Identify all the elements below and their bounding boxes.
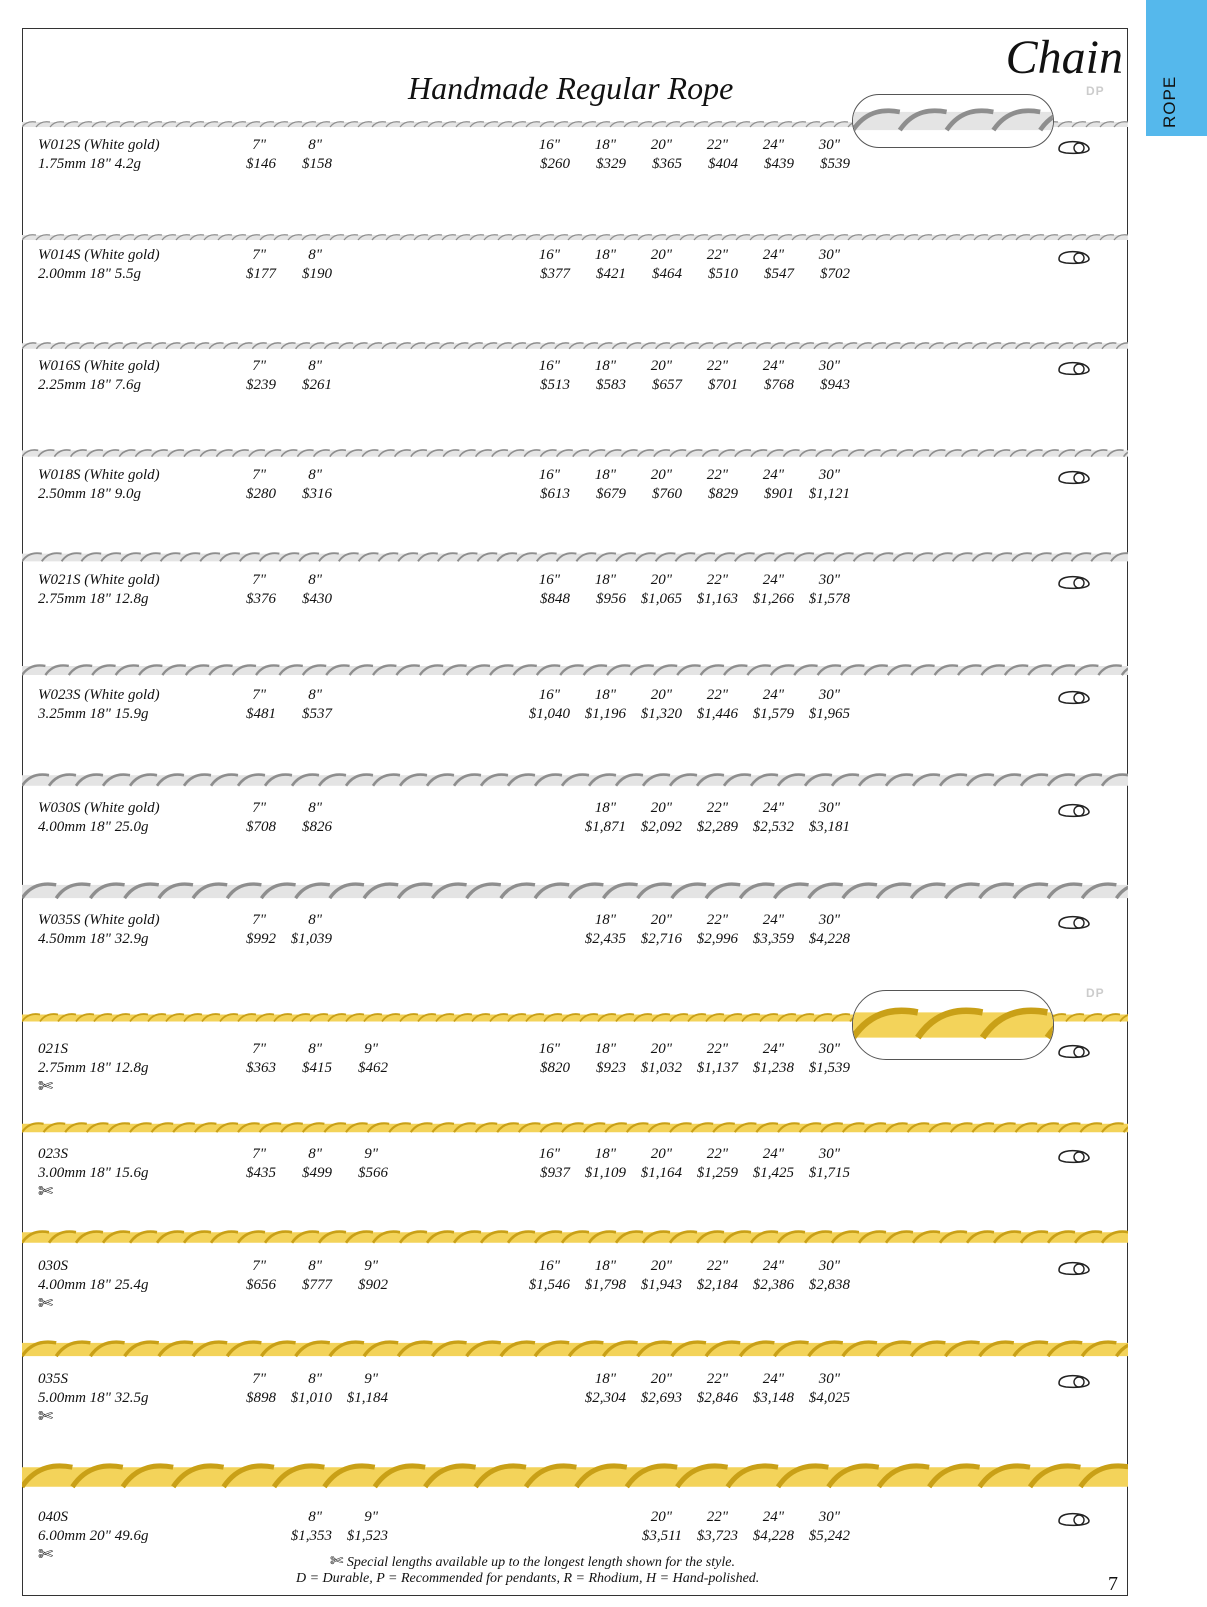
scissors-icon: ✄ xyxy=(38,1544,54,1565)
price: $260 xyxy=(540,156,570,172)
price: $1,425 xyxy=(752,1165,794,1181)
price: $1,164 xyxy=(640,1165,682,1181)
length-label: 22" xyxy=(706,358,728,374)
price: $1,266 xyxy=(752,591,794,607)
length-label: 9" xyxy=(364,1146,378,1162)
length-label: 20" xyxy=(650,572,672,588)
length-label: 16" xyxy=(538,1041,560,1057)
length-label: 20" xyxy=(650,912,672,928)
length-label: 18" xyxy=(594,137,616,153)
length-label: 7" xyxy=(252,137,266,153)
price: $829 xyxy=(708,486,738,502)
price: $820 xyxy=(540,1060,570,1076)
length-label: 22" xyxy=(706,467,728,483)
price: $1,196 xyxy=(584,706,626,722)
length-label: 8" xyxy=(308,247,322,263)
price: $2,532 xyxy=(752,819,794,835)
length-label: 18" xyxy=(594,572,616,588)
price: $901 xyxy=(764,486,794,502)
product-spec: 4.50mm 18" 32.9g xyxy=(38,931,149,947)
length-label: 24" xyxy=(762,912,784,928)
length-label: 24" xyxy=(762,1509,784,1525)
price: $261 xyxy=(302,377,332,393)
length-label: 24" xyxy=(762,572,784,588)
length-label: 8" xyxy=(308,358,322,374)
price: $3,723 xyxy=(696,1528,738,1544)
price: $923 xyxy=(596,1060,626,1076)
length-label: 24" xyxy=(762,1041,784,1057)
price: $1,109 xyxy=(584,1165,626,1181)
length-label: 16" xyxy=(538,358,560,374)
length-label: 18" xyxy=(594,800,616,816)
product-spec: 2.50mm 18" 9.0g xyxy=(38,486,141,502)
price: $1,032 xyxy=(640,1060,682,1076)
price: $435 xyxy=(246,1165,276,1181)
price: $5,242 xyxy=(808,1528,850,1544)
price: $1,040 xyxy=(528,706,570,722)
length-label: 16" xyxy=(538,1258,560,1274)
product-code: 023S xyxy=(38,1146,68,1162)
price: $1,065 xyxy=(640,591,682,607)
price: $363 xyxy=(246,1060,276,1076)
length-label: 30" xyxy=(818,687,840,703)
price: $537 xyxy=(302,706,332,722)
price: $1,320 xyxy=(640,706,682,722)
price: $1,184 xyxy=(346,1390,388,1406)
price: $464 xyxy=(652,266,682,282)
price: $1,965 xyxy=(808,706,850,722)
price: $777 xyxy=(302,1277,332,1293)
price: $499 xyxy=(302,1165,332,1181)
rope-image xyxy=(22,1230,1128,1249)
length-label: 9" xyxy=(364,1509,378,1525)
length-label: 24" xyxy=(762,358,784,374)
page-subtitle: Handmade Regular Rope xyxy=(408,70,734,106)
product-spec: 2.75mm 18" 12.8g xyxy=(38,1060,149,1076)
price: $2,386 xyxy=(752,1277,794,1293)
price: $547 xyxy=(764,266,794,282)
product-spec: 4.00mm 18" 25.0g xyxy=(38,819,149,835)
product-code: W023S (White gold) xyxy=(38,687,160,703)
lobster-clasp-icon xyxy=(1056,138,1092,160)
product-spec: 1.75mm 18" 4.2g xyxy=(38,156,141,172)
length-label: 30" xyxy=(818,1041,840,1057)
length-label: 20" xyxy=(650,800,672,816)
length-label: 16" xyxy=(538,687,560,703)
length-label: 22" xyxy=(706,687,728,703)
length-label: 16" xyxy=(538,467,560,483)
length-label: 22" xyxy=(706,1509,728,1525)
price: $329 xyxy=(596,156,626,172)
price: $2,092 xyxy=(640,819,682,835)
scissors-icon: ✄ xyxy=(330,1553,344,1570)
price: $1,715 xyxy=(808,1165,850,1181)
price: $1,578 xyxy=(808,591,850,607)
price: $415 xyxy=(302,1060,332,1076)
price: $613 xyxy=(540,486,570,502)
length-label: 8" xyxy=(308,800,322,816)
length-label: 22" xyxy=(706,1258,728,1274)
length-label: 18" xyxy=(594,912,616,928)
rope-image xyxy=(22,226,1128,245)
length-label: 18" xyxy=(594,1371,616,1387)
length-label: 8" xyxy=(308,1258,322,1274)
product-spec: 5.00mm 18" 32.5g xyxy=(38,1390,149,1406)
price: $1,539 xyxy=(808,1060,850,1076)
lobster-clasp-icon xyxy=(1056,1510,1092,1532)
price: $583 xyxy=(596,377,626,393)
length-label: 24" xyxy=(762,1371,784,1387)
price: $146 xyxy=(246,156,276,172)
price: $2,435 xyxy=(584,931,626,947)
rope-image xyxy=(22,335,1128,354)
product-code: W018S (White gold) xyxy=(38,467,160,483)
white-gold-closeup xyxy=(852,94,1054,148)
length-label: 16" xyxy=(538,247,560,263)
product-code: 021S xyxy=(38,1041,68,1057)
length-label: 30" xyxy=(818,137,840,153)
price: $1,137 xyxy=(696,1060,738,1076)
price: $158 xyxy=(302,156,332,172)
length-label: 24" xyxy=(762,137,784,153)
lobster-clasp-icon xyxy=(1056,1372,1092,1394)
lobster-clasp-icon xyxy=(1056,468,1092,490)
length-label: 7" xyxy=(252,358,266,374)
price: $421 xyxy=(596,266,626,282)
price: $316 xyxy=(302,486,332,502)
dp-mark-yellow: DP xyxy=(1086,986,1105,1000)
length-label: 30" xyxy=(818,800,840,816)
length-label: 22" xyxy=(706,1146,728,1162)
price: $3,181 xyxy=(808,819,850,835)
length-label: 18" xyxy=(594,687,616,703)
length-label: 20" xyxy=(650,1146,672,1162)
lobster-clasp-icon xyxy=(1056,1147,1092,1169)
price: $1,010 xyxy=(290,1390,332,1406)
price: $768 xyxy=(764,377,794,393)
price: $1,446 xyxy=(696,706,738,722)
length-label: 20" xyxy=(650,137,672,153)
length-label: 16" xyxy=(538,572,560,588)
price: $656 xyxy=(246,1277,276,1293)
length-label: 8" xyxy=(308,467,322,483)
length-label: 7" xyxy=(252,572,266,588)
price: $1,121 xyxy=(808,486,850,502)
length-label: 8" xyxy=(308,1041,322,1057)
length-label: 7" xyxy=(252,800,266,816)
product-spec: 3.00mm 18" 15.6g xyxy=(38,1165,149,1181)
price: $1,353 xyxy=(290,1528,332,1544)
product-code: W012S (White gold) xyxy=(38,137,160,153)
length-label: 7" xyxy=(252,687,266,703)
scissors-icon: ✄ xyxy=(38,1181,54,1202)
price: $377 xyxy=(540,266,570,282)
length-label: 22" xyxy=(706,800,728,816)
price: $1,238 xyxy=(752,1060,794,1076)
product-spec: 2.00mm 18" 5.5g xyxy=(38,266,141,282)
lobster-clasp-icon xyxy=(1056,913,1092,935)
rope-image xyxy=(22,443,1128,462)
length-label: 7" xyxy=(252,1371,266,1387)
dp-mark-white: DP xyxy=(1086,84,1105,98)
price: $1,039 xyxy=(290,931,332,947)
length-label: 16" xyxy=(538,137,560,153)
length-label: 9" xyxy=(364,1258,378,1274)
length-label: 20" xyxy=(650,467,672,483)
rope-image xyxy=(22,882,1128,905)
price: $760 xyxy=(652,486,682,502)
product-code: W030S (White gold) xyxy=(38,800,160,816)
length-label: 22" xyxy=(706,137,728,153)
length-label: 7" xyxy=(252,912,266,928)
rope-image xyxy=(22,662,1128,681)
product-code: W016S (White gold) xyxy=(38,358,160,374)
length-label: 22" xyxy=(706,572,728,588)
product-code: 035S xyxy=(38,1371,68,1387)
scissors-icon: ✄ xyxy=(38,1076,54,1097)
price: $1,579 xyxy=(752,706,794,722)
length-label: 18" xyxy=(594,1146,616,1162)
price: $481 xyxy=(246,706,276,722)
length-label: 30" xyxy=(818,1509,840,1525)
price: $2,693 xyxy=(640,1390,682,1406)
footnote-text-1: Special lengths available up to the longest length shown for the style. xyxy=(346,1555,735,1570)
scissors-icon: ✄ xyxy=(38,1406,54,1427)
length-label: 30" xyxy=(818,572,840,588)
rope-image xyxy=(22,548,1128,567)
price: $439 xyxy=(764,156,794,172)
price: $1,163 xyxy=(696,591,738,607)
footnote-special-lengths xyxy=(330,1551,735,1571)
length-label: 20" xyxy=(650,1041,672,1057)
price: $2,846 xyxy=(696,1390,738,1406)
price: $1,871 xyxy=(584,819,626,835)
rope-image xyxy=(22,1463,1128,1495)
price: $898 xyxy=(246,1390,276,1406)
yellow-gold-closeup xyxy=(852,990,1054,1060)
length-label: 20" xyxy=(650,358,672,374)
length-label: 8" xyxy=(308,912,322,928)
length-label: 30" xyxy=(818,1146,840,1162)
page-title: Chain xyxy=(1005,31,1123,84)
price: $404 xyxy=(708,156,738,172)
length-label: 8" xyxy=(308,687,322,703)
price: $4,025 xyxy=(808,1390,850,1406)
length-label: 20" xyxy=(650,1258,672,1274)
length-label: 9" xyxy=(364,1041,378,1057)
length-label: 9" xyxy=(364,1371,378,1387)
length-label: 7" xyxy=(252,1258,266,1274)
length-label: 30" xyxy=(818,1258,840,1274)
length-label: 24" xyxy=(762,467,784,483)
length-label: 22" xyxy=(706,247,728,263)
price: $4,228 xyxy=(752,1528,794,1544)
price: $280 xyxy=(246,486,276,502)
length-label: 30" xyxy=(818,1371,840,1387)
product-spec: 2.75mm 18" 12.8g xyxy=(38,591,149,607)
length-label: 7" xyxy=(252,247,266,263)
length-label: 8" xyxy=(308,572,322,588)
product-spec: 4.00mm 18" 25.4g xyxy=(38,1277,149,1293)
product-code: W014S (White gold) xyxy=(38,247,160,263)
price: $430 xyxy=(302,591,332,607)
price: $708 xyxy=(246,819,276,835)
price: $365 xyxy=(652,156,682,172)
length-label: 8" xyxy=(308,1509,322,1525)
product-code: 030S xyxy=(38,1258,68,1274)
price: $239 xyxy=(246,377,276,393)
length-label: 24" xyxy=(762,687,784,703)
price: $702 xyxy=(820,266,850,282)
length-label: 8" xyxy=(308,1371,322,1387)
price: $701 xyxy=(708,377,738,393)
price: $1,943 xyxy=(640,1277,682,1293)
length-label: 22" xyxy=(706,1371,728,1387)
scissors-icon: ✄ xyxy=(38,1293,54,1314)
price: $1,259 xyxy=(696,1165,738,1181)
length-label: 22" xyxy=(706,1041,728,1057)
price: $2,996 xyxy=(696,931,738,947)
price: $657 xyxy=(652,377,682,393)
lobster-clasp-icon xyxy=(1056,573,1092,595)
length-label: 24" xyxy=(762,1146,784,1162)
length-label: 8" xyxy=(308,137,322,153)
length-label: 24" xyxy=(762,1258,784,1274)
price: $848 xyxy=(540,591,570,607)
length-label: 20" xyxy=(650,247,672,263)
price: $943 xyxy=(820,377,850,393)
length-label: 20" xyxy=(650,1509,672,1525)
price: $2,184 xyxy=(696,1277,738,1293)
rope-image xyxy=(22,1119,1128,1138)
length-label: 18" xyxy=(594,358,616,374)
price: $190 xyxy=(302,266,332,282)
price: $3,359 xyxy=(752,931,794,947)
product-spec: 6.00mm 20" 49.6g xyxy=(38,1528,149,1544)
length-label: 30" xyxy=(818,247,840,263)
price: $956 xyxy=(596,591,626,607)
price: $2,716 xyxy=(640,931,682,947)
price: $826 xyxy=(302,819,332,835)
price: $679 xyxy=(596,486,626,502)
price: $1,798 xyxy=(584,1277,626,1293)
price: $510 xyxy=(708,266,738,282)
lobster-clasp-icon xyxy=(1056,248,1092,270)
price: $3,148 xyxy=(752,1390,794,1406)
price: $566 xyxy=(358,1165,388,1181)
length-label: 24" xyxy=(762,800,784,816)
length-label: 24" xyxy=(762,247,784,263)
price: $937 xyxy=(540,1165,570,1181)
length-label: 20" xyxy=(650,687,672,703)
price: $462 xyxy=(358,1060,388,1076)
price: $902 xyxy=(358,1277,388,1293)
product-spec: 2.25mm 18" 7.6g xyxy=(38,377,141,393)
lobster-clasp-icon xyxy=(1056,1259,1092,1281)
lobster-clasp-icon xyxy=(1056,1042,1092,1064)
price: $539 xyxy=(820,156,850,172)
product-code: W021S (White gold) xyxy=(38,572,160,588)
price: $4,228 xyxy=(808,931,850,947)
length-label: 7" xyxy=(252,1041,266,1057)
rope-image xyxy=(22,773,1128,792)
section-tab-label: ROPE xyxy=(1160,75,1179,128)
price: $513 xyxy=(540,377,570,393)
length-label: 8" xyxy=(308,1146,322,1162)
lobster-clasp-icon xyxy=(1056,688,1092,710)
footnote-legend: D = Durable, P = Recommended for pendants, R = Rhodium, H = Hand-polished. xyxy=(296,1571,760,1586)
length-label: 30" xyxy=(818,467,840,483)
lobster-clasp-icon xyxy=(1056,359,1092,381)
length-label: 20" xyxy=(650,1371,672,1387)
price: $376 xyxy=(246,591,276,607)
length-label: 18" xyxy=(594,467,616,483)
price: $2,838 xyxy=(808,1277,850,1293)
length-label: 7" xyxy=(252,467,266,483)
lobster-clasp-icon xyxy=(1056,801,1092,823)
page-number: 7 xyxy=(1108,1573,1118,1595)
product-spec: 3.25mm 18" 15.9g xyxy=(38,706,149,722)
length-label: 18" xyxy=(594,1041,616,1057)
length-label: 30" xyxy=(818,358,840,374)
length-label: 18" xyxy=(594,1258,616,1274)
length-label: 16" xyxy=(538,1146,560,1162)
price: $1,523 xyxy=(346,1528,388,1544)
price: $992 xyxy=(246,931,276,947)
length-label: 22" xyxy=(706,912,728,928)
product-code: 040S xyxy=(38,1509,68,1525)
price: $2,289 xyxy=(696,819,738,835)
rope-image xyxy=(22,1340,1128,1363)
price: $177 xyxy=(246,266,276,282)
length-label: 7" xyxy=(252,1146,266,1162)
price: $3,511 xyxy=(641,1528,682,1544)
price: $1,546 xyxy=(528,1277,570,1293)
price: $2,304 xyxy=(584,1390,626,1406)
length-label: 18" xyxy=(594,247,616,263)
length-label: 30" xyxy=(818,912,840,928)
product-code: W035S (White gold) xyxy=(38,912,160,928)
